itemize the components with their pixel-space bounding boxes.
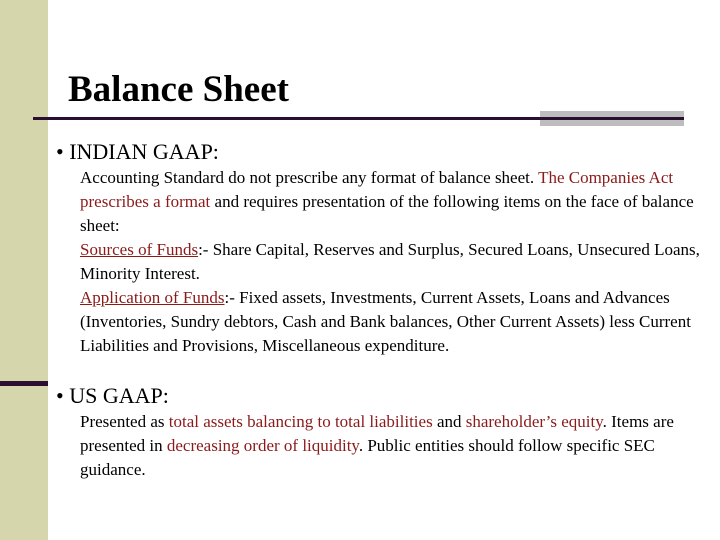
sources-of-funds-label: Sources of Funds	[80, 240, 199, 259]
title-rule	[33, 117, 684, 120]
indian-gaap-paragraph	[56, 166, 708, 358]
us-gaap-paragraph	[56, 410, 708, 482]
us-text-g: . Public entities should follow specific SEC guidance.	[80, 436, 655, 479]
indian-gaap-heading: • INDIAN GAAP:	[56, 139, 219, 164]
us-text-e: . Items are presented in	[80, 412, 674, 455]
slide-title: Balance Sheet	[68, 69, 289, 110]
application-of-funds-label: Application of Funds	[80, 288, 225, 307]
intro-text-end: and requires presentation of the following items on the face of balance sheet:	[80, 192, 694, 235]
shareholders-equity-emphasis: shareholder’s equity	[465, 412, 603, 431]
sources-of-funds-text: :- Share Capital, Reserves and Surplus, Secured Loans, Unsecured Loans, Minority Interest.	[80, 240, 700, 283]
us-gaap-heading: • US GAAP:	[56, 383, 169, 408]
sources-of-funds-item	[56, 238, 708, 286]
sidebar-band	[0, 0, 48, 540]
liquidity-order-emphasis: decreasing order of liquidity	[166, 436, 359, 455]
indian-gaap-intro	[56, 166, 708, 238]
sidebar-divider	[0, 381, 48, 386]
companies-act-emphasis: The Companies Act prescribes a format	[80, 168, 674, 211]
application-of-funds-item	[56, 286, 708, 358]
total-assets-emphasis: total assets balancing to total liabilities	[168, 412, 433, 431]
us-gaap-text	[56, 410, 708, 482]
us-text-a: Presented as	[80, 412, 169, 431]
intro-text: Accounting Standard do not prescribe any format of balance sheet.	[80, 168, 539, 187]
us-text-c: and	[432, 412, 466, 431]
application-of-funds-text: :- Fixed assets, Investments, Current Assets, Loans and Advances (Inventories, Sundry debtors, Cash and Bank balances, Other Current Assets) less Current Liabilities and Provisions, Miscellaneous expenditure.	[80, 288, 691, 355]
